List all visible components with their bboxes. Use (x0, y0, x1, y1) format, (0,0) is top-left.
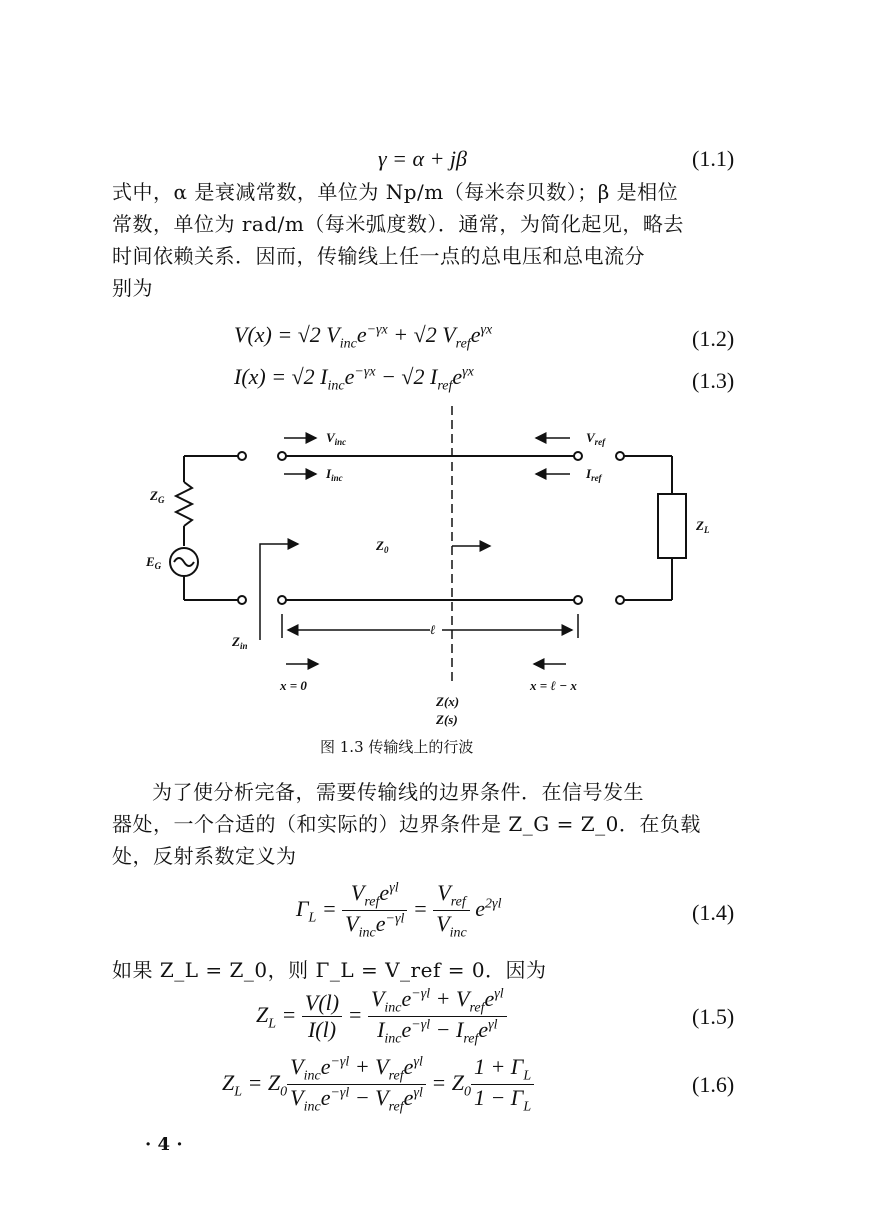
zin-label: $Z_{in}$ (232, 634, 248, 651)
equation-1-1: γ = α + jβ (378, 146, 467, 171)
equation-number-1-2: (1.2) (692, 326, 735, 351)
paragraph-1-line: 时间依赖关系．因而，传输线上任一点的总电压和总电流分 (112, 244, 645, 268)
paragraph-1-line: 式中，α 是衰减常数，单位为 Np/m（每米奈贝数）；β 是相位 (112, 180, 679, 204)
iref-label: $I_{ref}$ (586, 466, 602, 483)
terminal-icon (238, 596, 246, 604)
equation-1-5: $Z_L$ = $\frac{V(l)}{I(l)}$ = $\frac{V_{inc}e^{-\gamma l} + V_{ref}e^{\gamma l}}{I_{inc}e^{-\gamma l} - I_{ref}e^{\gamma l}}$ (256, 986, 507, 1048)
equation-number-1-3: (1.3) (692, 368, 735, 393)
vref-label: $V_{ref}$ (586, 430, 606, 447)
figure-caption: 图 1.3 传输线上的行波 (320, 738, 474, 756)
sine-icon (174, 558, 194, 566)
zl-label: $Z_L$ (696, 518, 710, 535)
x-zero-label: x = 0 (280, 678, 307, 693)
paragraph-1-line: 别为 (112, 276, 153, 300)
zg-resistor (176, 482, 192, 526)
eg-label: $E_G$ (146, 554, 162, 571)
z0-label: $Z_0$ (376, 538, 389, 555)
vinc-label: $V_{inc}$ (326, 430, 347, 447)
terminal-icon (278, 452, 286, 460)
paragraph-3-line: 如果 Z_L = Z_0，则 Γ_L = V_ref = 0．因为 (112, 958, 547, 982)
paragraph-2 (112, 776, 752, 872)
terminal-icon (616, 452, 624, 460)
equation-1-3: I(x) = √2 $I_{inc}e^{-\gamma x} - √2$ $I_{ref}e^{\gamma x}$ (234, 364, 474, 394)
equation-number-1-5: (1.5) (692, 1004, 735, 1029)
transmission-line-figure (130, 400, 750, 730)
zs-label: Z(s) (436, 712, 458, 727)
paragraph-2-line: 为了使分析完备，需要传输线的边界条件．在信号发生 (152, 780, 644, 804)
terminal-icon (616, 596, 624, 604)
zg-label: $Z_G$ (150, 488, 165, 505)
terminal-icon (574, 452, 582, 460)
paragraph-1-line: 常数，单位为 rad/m（每米弧度数）．通常，为简化起见，略去 (112, 212, 684, 236)
terminal-icon (278, 596, 286, 604)
length-label: ℓ (430, 622, 436, 637)
iinc-label: $I_{inc}$ (326, 466, 343, 483)
equation-number-1-4: (1.4) (692, 900, 735, 925)
x-l-label: x = ℓ − x (530, 678, 577, 693)
equation-1-4: $\Gamma_L$ = $\frac{V_{ref}e^{\gamma l}}{V_{inc}e^{-\gamma l}}$ = $\frac{V_{ref}}{V_{inc}}$ $e^{2\gamma l}$ (296, 880, 502, 941)
zx-label: Z(x) (436, 694, 460, 709)
terminal-icon (574, 596, 582, 604)
zl-load-box (658, 494, 686, 558)
page-number: · 4 · (145, 1134, 183, 1155)
equation-number-1-6: (1.6) (692, 1072, 735, 1097)
equation-1-2: V(x) = √2 $V_{inc}e^{-\gamma x} + √2$ $V_{ref}e^{\gamma x}$ (234, 322, 493, 352)
paragraph-2-line: 器处，一个合适的（和实际的）边界条件是 Z_G = Z_0．在负载 (112, 812, 701, 836)
equation-1-6: $Z_L = Z_0$ $\frac{V_{inc}e^{-\gamma l} + V_{ref}e^{\gamma l}}{V_{inc}e^{-\gamma l} - V_{ref}e^{\gamma l}}$ = $Z_0$ $\frac{1 + \Gamma_L}{1 - \Gamma_L}$ (222, 1054, 534, 1116)
paragraph-2-line: 处，反射系数定义为 (112, 844, 297, 868)
paragraph-1 (112, 176, 752, 304)
equation-number-1-1: (1.1) (692, 146, 735, 171)
paragraph-3 (112, 954, 752, 986)
zin-arrow (260, 544, 298, 640)
terminal-icon (238, 452, 246, 460)
